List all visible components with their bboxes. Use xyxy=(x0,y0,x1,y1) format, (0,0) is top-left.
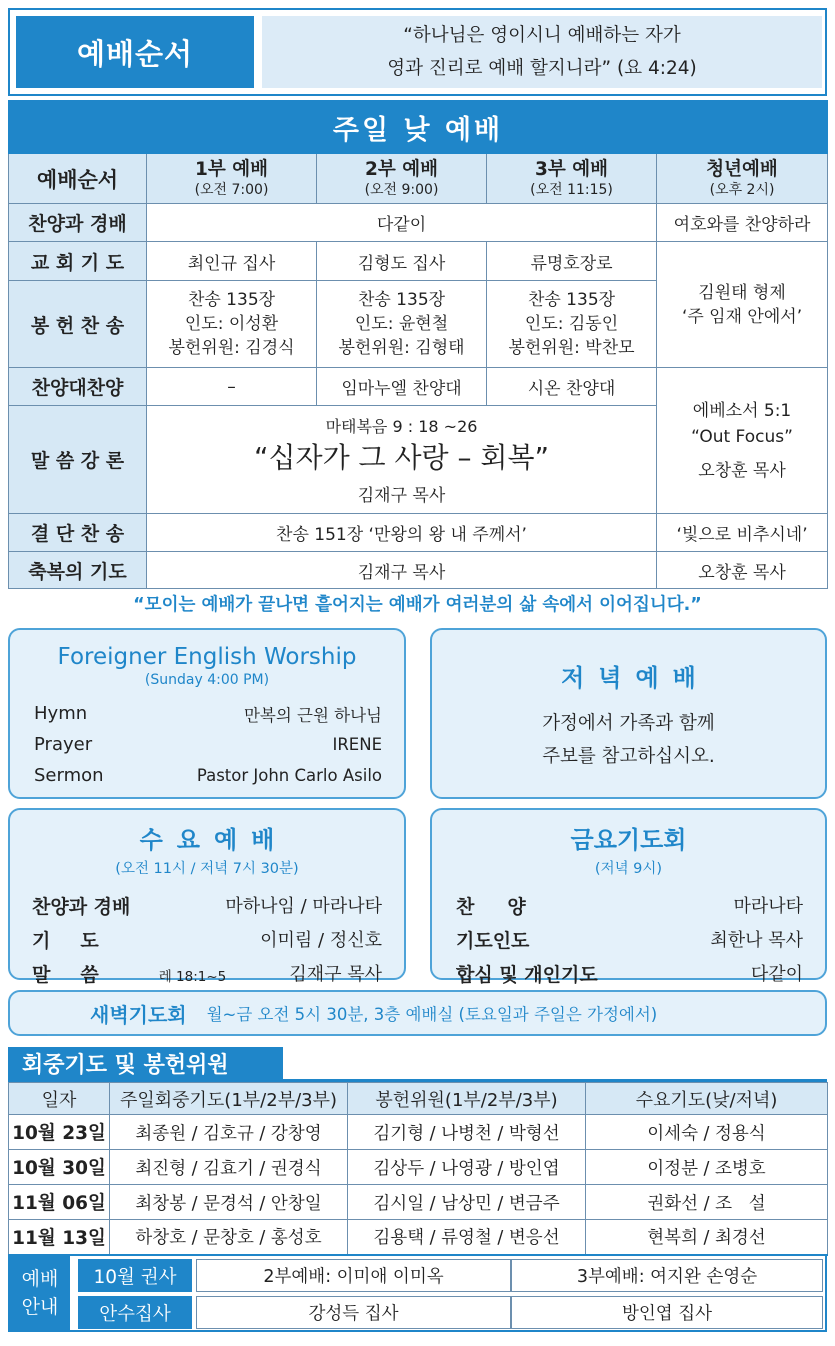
guide-deaconess-2nd: 2부예배: 이미애 이미옥 xyxy=(196,1259,511,1292)
service-2-header: 2부 예배 (오전 9:00) xyxy=(317,154,487,204)
col-label: 예배순서 xyxy=(9,154,147,204)
closing-hymn-youth: ‘빛으로 비추시네’ xyxy=(657,514,828,552)
row-label-closing-hymn: 결 단 찬 송 xyxy=(9,514,147,552)
offering-s3: 찬송 135장 인도: 김동인 봉헌위원: 박찬모 xyxy=(487,281,657,368)
page-title: 예배순서 xyxy=(16,16,254,88)
foreign-worship-box xyxy=(8,628,406,799)
friday-row-prayer: 합심 및 개인기도 다같이 xyxy=(456,963,803,986)
worship-guide xyxy=(8,1254,827,1332)
wednesday-row-prayer: 기도 이미림 / 정신호 xyxy=(32,929,382,952)
table-row: 10월 23일 최종원 / 김호규 / 강창영 김기형 / 나병천 / 박형선 이세숙 / 정용식 xyxy=(9,1115,828,1150)
table-row: 10월 30일 최진형 / 김효기 / 권경식 김상두 / 나영광 / 방인엽 이정분 / 조병호 xyxy=(9,1150,828,1185)
youth-service-header: 청년예배 (오후 2시) xyxy=(657,154,828,204)
foreign-row-hymn: Hymn 만복의 근원 하나님 xyxy=(34,703,382,725)
offering-youth: 김원태 형제 ‘주 임재 안에서’ xyxy=(657,242,828,368)
sunday-service-table xyxy=(8,100,828,589)
offering-s1: 찬송 135장 인도: 이성환 봉헌위원: 김경식 xyxy=(147,281,317,368)
sermon-youth: 에베소서 5:1 “Out Focus” 오창훈 목사 xyxy=(657,368,828,514)
wednesday-worship-title: 수요예배 xyxy=(139,826,289,854)
service-1-header: 1부 예배 (오전 7:00) xyxy=(147,154,317,204)
evening-worship-title: 저녁예배 xyxy=(561,664,710,692)
guide-deacon-1: 강성득 집사 xyxy=(196,1296,511,1329)
foreign-worship-title: Foreigner English Worship xyxy=(57,644,357,670)
wednesday-sermon-ref: 레 18:1~5 xyxy=(158,969,227,985)
wednesday-worship-time: (오전 11시 / 저녁 7시 30분) xyxy=(115,861,299,877)
prayer-s1: 최인규 집사 xyxy=(147,242,317,281)
row-label-offering: 봉 헌 찬 송 xyxy=(9,281,147,368)
bulletin-header xyxy=(8,8,827,96)
row-label-sermon: 말 씀 강 론 xyxy=(9,406,147,514)
header-quote-line1: “하나님은 영이시니 예배하는 자가 xyxy=(403,25,681,46)
guide-key-deaconess: 10월 권사 xyxy=(78,1259,192,1292)
foreign-row-prayer: Prayer IRENE xyxy=(34,734,382,755)
prayer-s3: 류명호장로 xyxy=(487,242,657,281)
praise-youth: 여호와를 찬양하라 xyxy=(657,204,828,242)
prayer-table-header: 일자 주일회중기도(1부/2부/3부) 봉헌위원(1부/2부/3부) 수요기도(낮/저녁) xyxy=(9,1083,828,1115)
guide-deacon-2: 방인엽 집사 xyxy=(511,1296,823,1329)
wednesday-row-sermon: 말씀 레 18:1~5 김재구 목사 xyxy=(32,956,382,990)
row-label-praise: 찬양과 경배 xyxy=(9,204,147,242)
mission-quote: “모이는 예배가 끝나면 흩어지는 예배가 여러분의 삶 속에서 이어집니다.” xyxy=(133,595,702,615)
foreign-row-sermon: Sermon Pastor John Carlo Asilo xyxy=(34,765,382,786)
sermon-preacher: 김재구 목사 xyxy=(357,485,446,506)
praise-all: 다같이 xyxy=(147,204,657,242)
sermon-title: “십자가 그 사랑 – 회복” xyxy=(254,440,549,474)
friday-prayer-box xyxy=(430,808,827,986)
choir-s1: – xyxy=(147,368,317,406)
benediction-youth: 오창훈 목사 xyxy=(657,552,828,589)
evening-line2: 주보를 참고하십시오. xyxy=(542,746,715,767)
prayer-table xyxy=(8,1082,828,1256)
friday-row-leader: 기도인도 최한나 목사 xyxy=(456,929,803,952)
friday-prayer-time: (저녁 9시) xyxy=(594,861,663,877)
sunday-banner: 주일 낮 예배 xyxy=(9,101,828,154)
prayer-table-title: 회중기도 및 봉헌위원 xyxy=(8,1047,283,1080)
offering-s2: 찬송 135장 인도: 윤현철 봉헌위원: 김형태 xyxy=(317,281,487,368)
wednesday-worship-box xyxy=(8,808,406,986)
evening-line1: 가정에서 가족과 함께 xyxy=(542,713,715,734)
prayer-s2: 김형도 집사 xyxy=(317,242,487,281)
guide-key-deacon: 안수집사 xyxy=(78,1296,192,1329)
dawn-prayer-box xyxy=(8,990,827,1036)
header-quote-line2: 영과 진리로 예배 할지니라” (요 4:24) xyxy=(387,58,697,79)
wednesday-row-praise: 찬양과 경배 마하나임 / 마라나타 xyxy=(32,895,382,918)
service-3-header: 3부 예배 (오전 11:15) xyxy=(487,154,657,204)
friday-row-praise: 찬 양 마라나타 xyxy=(456,895,803,918)
friday-prayer-title: 금요기도회 xyxy=(570,826,687,854)
choir-s3: 시온 찬양대 xyxy=(487,368,657,406)
worship-guide-label: 예배 안내 xyxy=(10,1256,70,1330)
dawn-prayer-detail: 월~금 오전 5시 30분, 3층 예배실 (토요일과 주일은 가정에서) xyxy=(206,1005,658,1024)
choir-s2: 임마누엘 찬양대 xyxy=(317,368,487,406)
guide-deaconess-3rd: 3부예배: 여지완 손영순 xyxy=(511,1259,823,1292)
foreign-worship-time: (Sunday 4:00 PM) xyxy=(144,672,270,688)
row-label-choir: 찬양대찬양 xyxy=(9,368,147,406)
row-label-benediction: 축복의 기도 xyxy=(9,552,147,589)
sermon-main xyxy=(147,406,657,514)
table-row: 11월 13일 하창호 / 문창호 / 홍성호 김용택 / 류영철 / 변응선 현복희 / 최경선 xyxy=(9,1220,828,1255)
dawn-prayer-title: 새벽기도회 xyxy=(90,1002,187,1027)
sermon-passage: 마태복음 9 : 18 ~26 xyxy=(325,416,478,436)
row-label-prayer: 교 회 기 도 xyxy=(9,242,147,281)
benediction-all: 김재구 목사 xyxy=(147,552,657,589)
table-row: 11월 06일 최창봉 / 문경석 / 안창일 김시일 / 남상민 / 변금주 권화선 / 조 설 xyxy=(9,1185,828,1220)
closing-hymn-all: 찬송 151장 ‘만왕의 왕 내 주께서’ xyxy=(147,514,657,552)
header-quote xyxy=(262,16,822,88)
evening-worship-box xyxy=(430,628,827,799)
